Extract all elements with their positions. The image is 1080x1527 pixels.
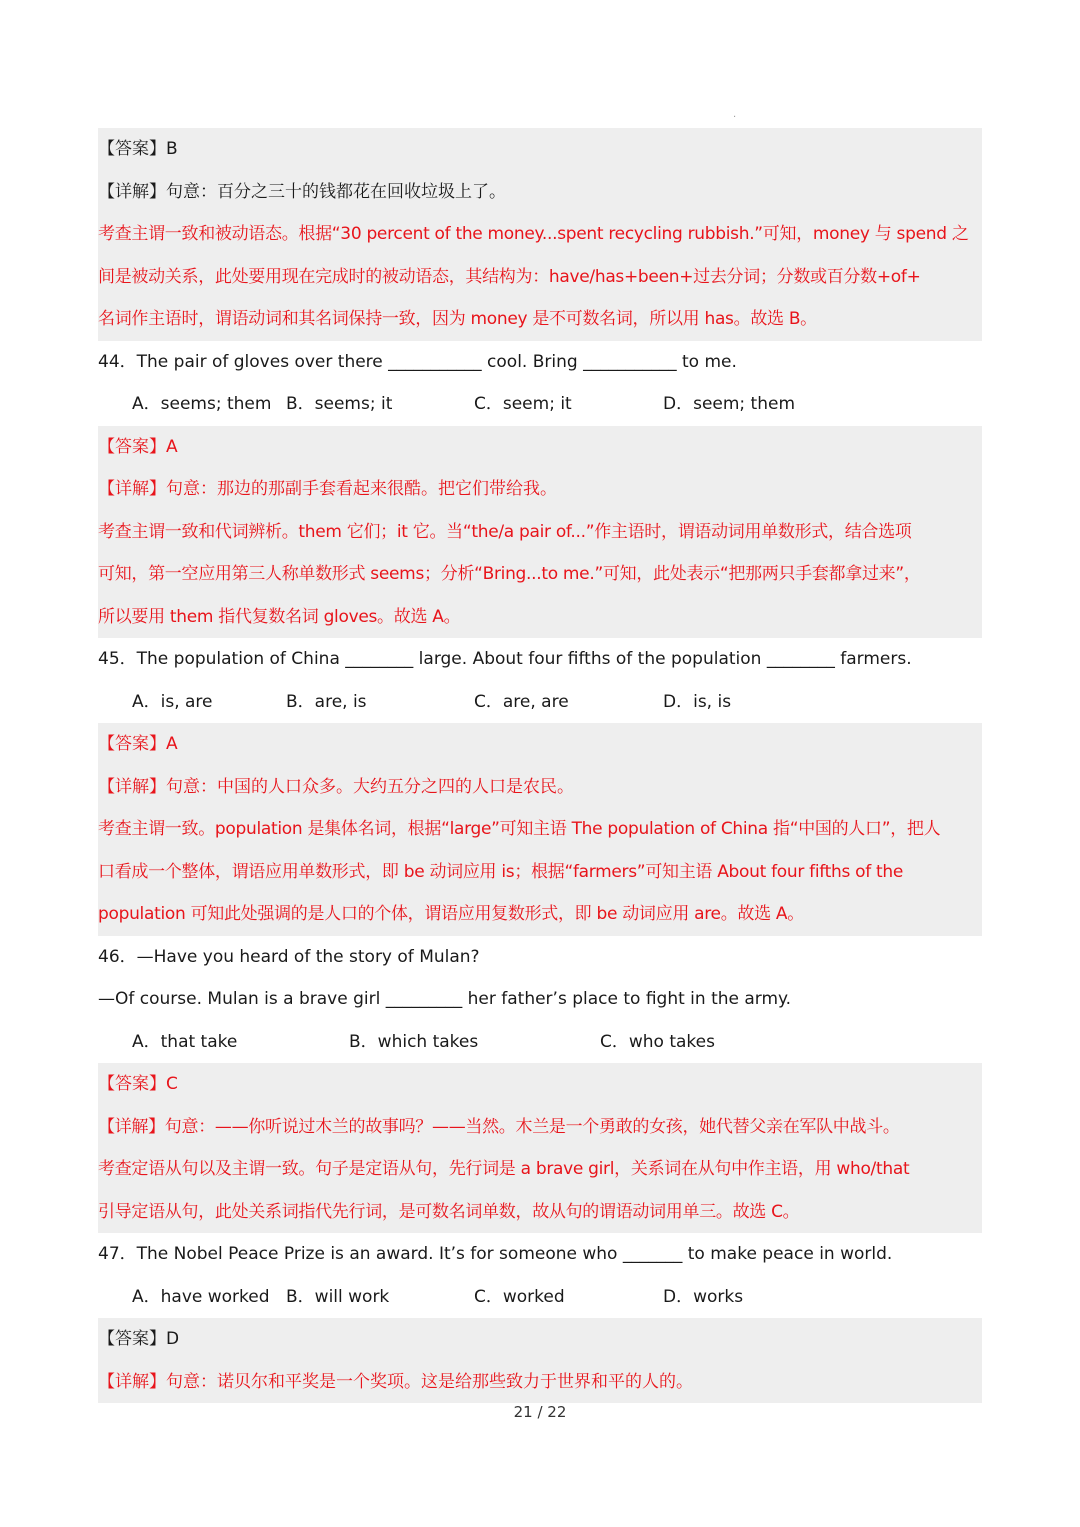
options-44	[98, 383, 982, 426]
detail-46: 【详解】句意：——你听说过木兰的故事吗？——当然。木兰是一个勇敢的女孩，她代替父亲在军队中战斗。	[98, 1106, 982, 1149]
option-b: B．which takes	[349, 1031, 479, 1052]
option-b: B．seems; it	[286, 394, 393, 414]
answer-47: 【答案】D	[98, 1318, 982, 1361]
option-c: C．who takes	[600, 1031, 715, 1052]
question-44: 44．The pair of gloves over there ___________ cool. Bring ___________ to me.	[98, 351, 737, 372]
detail-43: 【详解】句意：百分之三十的钱都花在回收垃圾上了。	[98, 171, 982, 214]
answer-43: 【答案】B	[98, 128, 982, 171]
options-45	[98, 681, 982, 724]
option-a: A．is, are	[132, 691, 213, 712]
option-a: A．seems; them	[132, 394, 272, 414]
explain-44-1: 考查主谓一致和代词辨析。them 它们；it 它。当“the/a pair of...”作主语时，谓语动词用单数形式，结合选项	[98, 511, 982, 554]
options-47	[98, 1276, 982, 1319]
explain-46-1: 考查定语从句以及主谓一致。句子是定语从句，先行词是 a brave girl，关系词在从句中作主语，用 who/that	[98, 1148, 982, 1191]
answer-45: 【答案】A	[98, 723, 982, 766]
explain-45-1: 考查主谓一致。population 是集体名词，根据“large”可知主语 The population of China 指“中国的人口”，把人	[98, 808, 982, 851]
option-a: A．that take	[132, 1031, 238, 1052]
explain-43-1: 考查主谓一致和被动语态。根据“30 percent of the money...spent recycling rubbish.”可知，money 与 spend 之	[98, 213, 982, 256]
options-46	[98, 1021, 982, 1064]
question-47: 47．The Nobel Peace Prize is an award. It’s for someone who _______ to make peace in world.	[98, 1244, 893, 1264]
explain-46-2: 引导定语从句，此处关系词指代先行词，是可数名词单数，故从句的谓语动词用单三。故选 C。	[98, 1191, 982, 1234]
detail-44: 【详解】句意：那边的那副手套看起来很酷。把它们带给我。	[98, 468, 982, 511]
option-d: D．seem; them	[663, 394, 796, 414]
page-content	[98, 128, 982, 1403]
answer-44: 【答案】A	[98, 426, 982, 469]
explain-43-2: 间是被动关系，此处要用现在完成时的被动语态，其结构为：have/has+been+过去分词；分数或百分数+of+	[98, 256, 982, 299]
question-46: 46．—Have you heard of the story of Mulan?	[98, 946, 480, 967]
explain-45-2: 口看成一个整体，谓语应用单数形式，即 be 动词应用 is；根据“farmers”可知主语 About four fifths of the	[98, 851, 982, 894]
option-d: D．works	[663, 1286, 744, 1307]
option-d: D．is, is	[663, 691, 732, 712]
answer-46: 【答案】C	[98, 1063, 982, 1106]
page-mark: ·	[733, 112, 737, 123]
option-b: B．will work	[286, 1286, 390, 1307]
page-number: 21 / 22	[513, 1403, 567, 1421]
detail-47: 【详解】句意：诺贝尔和平奖是一个奖项。这是给那些致力于世界和平的人的。	[98, 1361, 982, 1404]
detail-45: 【详解】句意：中国的人口众多。大约五分之四的人口是农民。	[98, 766, 982, 809]
question-45: 45．The population of China ________ large. About four fifths of the population ________ farmers.	[98, 649, 912, 669]
option-c: C．seem; it	[474, 394, 572, 414]
explain-44-2: 可知，第一空应用第三人称单数形式 seems；分析“Bring...to me.”可知，此处表示“把那两只手套都拿过来”，	[98, 553, 982, 596]
option-c: C．worked	[474, 1286, 565, 1307]
explain-44-3: 所以要用 them 指代复数名词 gloves。故选 A。	[98, 596, 982, 639]
explain-43-3: 名词作主语时，谓语动词和其名词保持一致，因为 money 是不可数名词，所以用 has。故选 B。	[98, 298, 982, 341]
option-a: A．have worked	[132, 1286, 270, 1307]
explain-45-3: population 可知此处强调的是人口的个体，谓语应用复数形式，即 be 动词应用 are。故选 A。	[98, 893, 982, 936]
option-c: C．are, are	[474, 691, 569, 712]
option-b: B．are, is	[286, 691, 367, 712]
question-46-reply: —Of course. Mulan is a brave girl _________ her father’s place to fight in the army.	[98, 989, 792, 1009]
